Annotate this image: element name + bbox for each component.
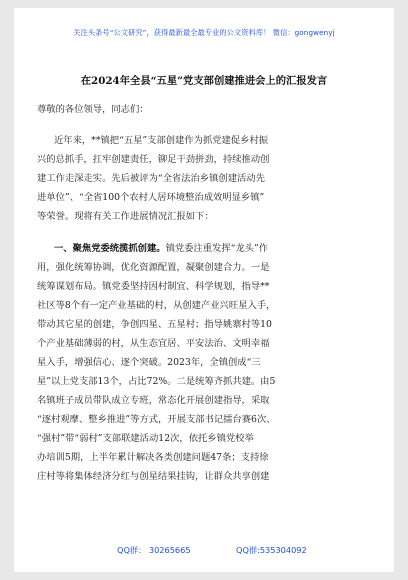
document-page: [14, 8, 394, 572]
paragraph-line: 星”以上党支部13个，占比72%。二是统筹齐抓共建。由5: [37, 376, 276, 387]
paragraph-line: “强村”带“弱村”支部联建活动12次，依托乡镇党校举: [37, 433, 254, 444]
paragraph-line: “逐村观摩、整乡推进”等方式，开展支部书记擂台赛6次、: [37, 414, 276, 425]
promo-banner[interactable]: 关注头条号“公文研究”，获得最新最全最专业的公文资料库！ 微信：gongwenyj: [73, 28, 335, 37]
paragraph-line: 个产业基础薄弱的村，从生态宜居、平安法治、文明幸福: [37, 338, 270, 349]
qq-group-2[interactable]: QQ群:535304092: [236, 545, 307, 555]
paragraph-line: 庄村等将集体经济分红与创星结果挂钩，让群众共享创建: [37, 471, 270, 482]
section-text: 镇党委注重发挥“龙头”作: [165, 243, 269, 254]
paragraph-line: 近年来，**镇把“五星”支部创建作为抓党建促乡村振: [54, 135, 269, 146]
paragraph-line: 名镇班子成员带队成立专班，常态化开展创建指导，采取: [37, 395, 270, 406]
paragraph-line: 社区等8个有一定产业基础的村，从创建产业兴旺星入手，: [37, 300, 276, 311]
section-heading: 一、聚焦党委统揽抓创建。: [54, 243, 166, 254]
paragraph-line: 统筹谋划布局。镇党委坚持因村制宜、科学规划，指导**: [37, 281, 270, 292]
paragraph-line: 星入手，增强信心、逐个突破。2023年，全镇创成“三: [37, 357, 261, 368]
paragraph-line: 办培训5期，上半年累计解决各类创建问题47条；支持徐: [37, 452, 269, 463]
document-title: 在2024年全县“五星”党支部创建推进会上的汇报发言: [80, 75, 328, 87]
paragraph-line: 带动其它星的创建，争创四星、五星村；指导姚寨村等10: [37, 319, 272, 330]
paragraph-line: 兴的总抓手，扛牢创建责任，铆足干劲拼劲，持续推动创: [37, 154, 270, 165]
paragraph-line: 等荣誉。现将有关工作进展情况汇报如下：: [37, 211, 214, 222]
paragraph-line: 用，强化统筹协调，优化资源配置，凝聚创建合力。一是: [37, 262, 270, 273]
qq-group-1[interactable]: QQ群： 30265665: [117, 545, 191, 555]
paragraph-line: 进单位”、“全省100个农村人居环境整治成效明显乡镇”: [37, 192, 265, 203]
paragraph-line: 建工作走深走实。先后被评为“全省法治乡镇创建活动先: [37, 173, 265, 184]
section-first-line: [54, 244, 268, 253]
greeting: 尊敬的各位领导，同志们：: [37, 104, 149, 115]
